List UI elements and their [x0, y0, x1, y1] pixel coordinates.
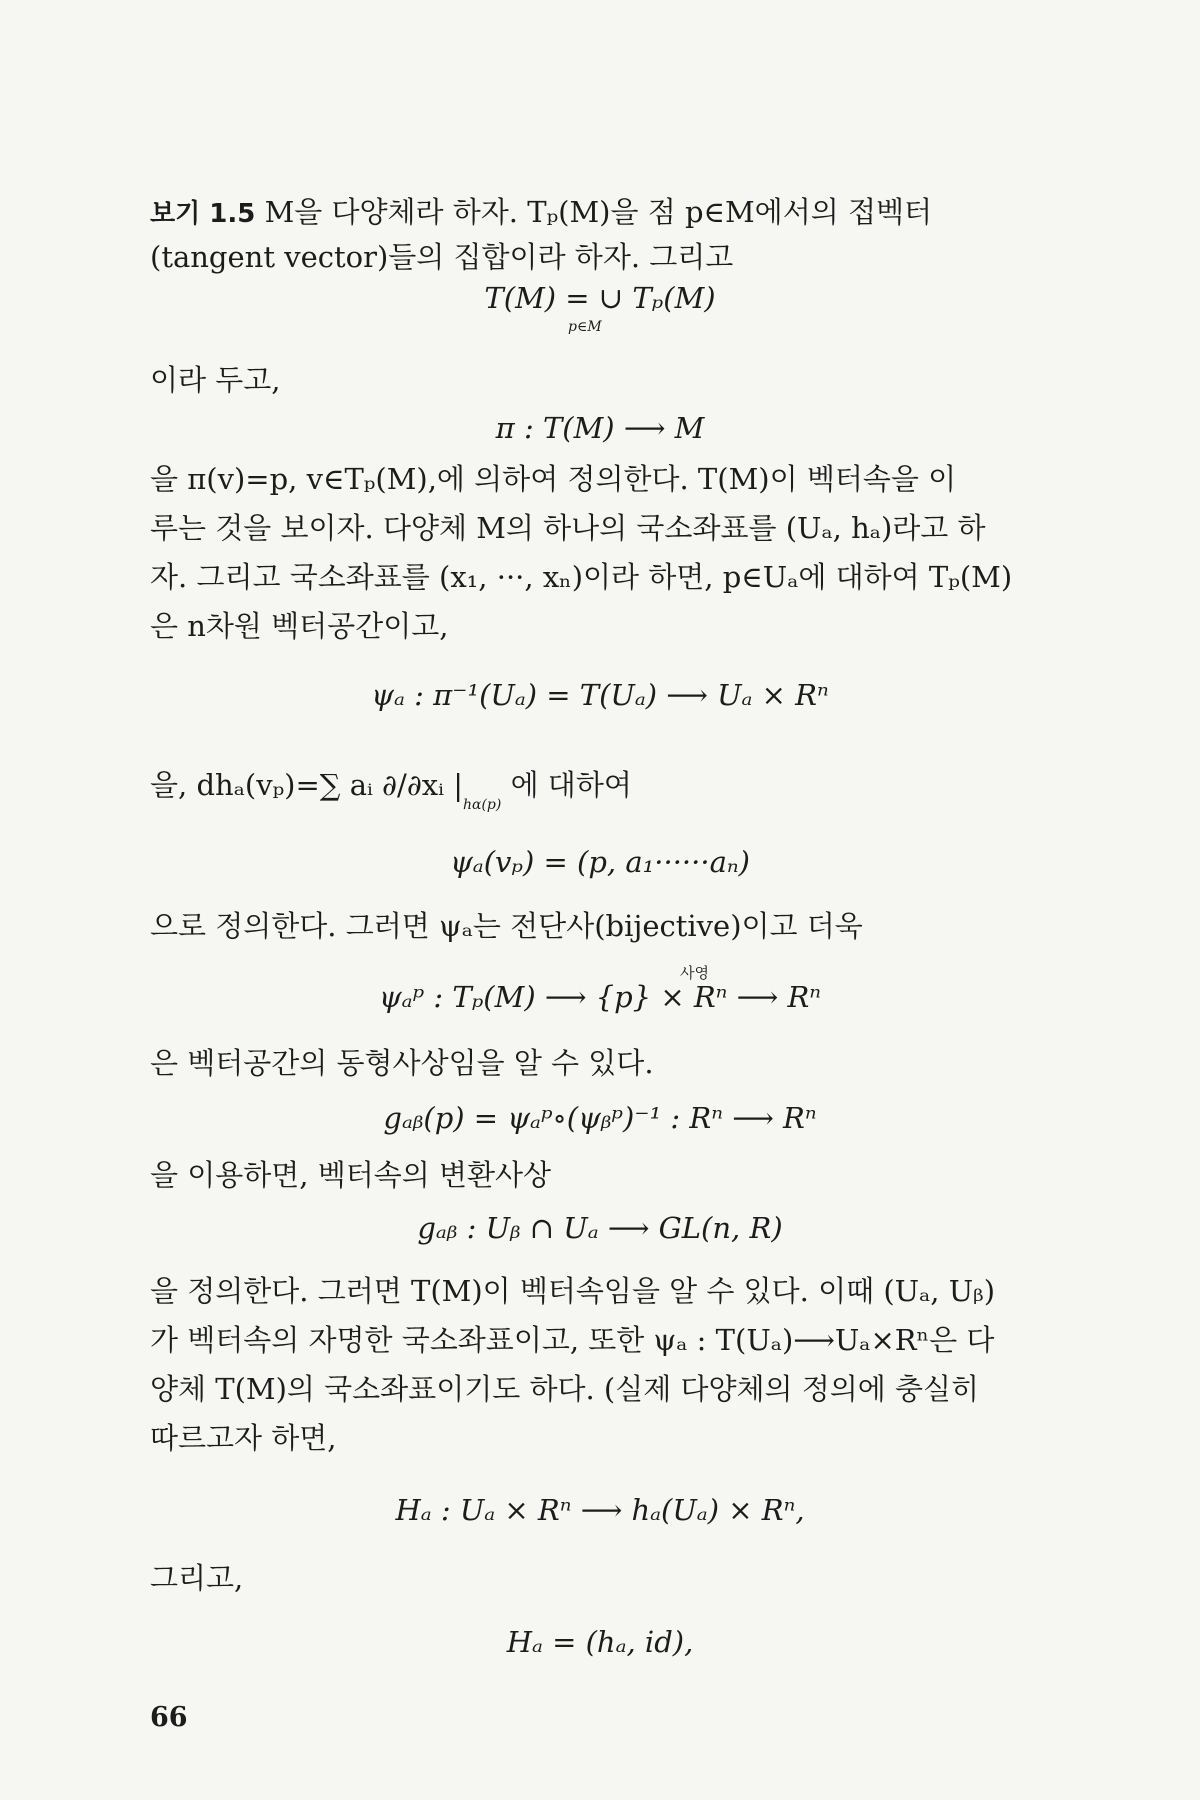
example-line-1 — [150, 192, 932, 234]
arrow-label: 사영 — [680, 964, 709, 982]
equation-chart-map: Hₐ : Uₐ × Rⁿ ⟶ hₐ(Uₐ) × Rⁿ, — [395, 1493, 805, 1527]
equation-subscript: p∈M — [568, 319, 602, 335]
text-line: 을 π(v)=p, v∈Tₚ(M),에 의하여 정의한다. T(M)이 벡터속을 이 — [150, 462, 957, 496]
text-line: 으로 정의한다. 그러면 ψₐ는 전단사(bijective)이고 더욱 — [150, 909, 863, 943]
example-label: 보기 1.5 — [150, 199, 256, 229]
equation-fiber-map: ψₐᵖ : Tₚ(M) ⟶ {p} × Rⁿ ⟶ Rⁿ — [378, 980, 822, 1014]
text-line: 은 n차원 벡터공간이고, — [150, 609, 449, 643]
page-number: 66 — [150, 1702, 188, 1733]
text-line: 루는 것을 보이자. 다양체 M의 하나의 국소좌표를 (Uₐ, hₐ)라고 하 — [150, 511, 986, 545]
evaluation-subscript: hα(p) — [463, 797, 502, 813]
text-line: 그리고, — [150, 1561, 244, 1595]
equation-local-trivialization: ψₐ : π⁻¹(Uₐ) = T(Uₐ) ⟶ Uₐ × Rⁿ — [371, 678, 829, 712]
text-line: 따르고자 하면, — [150, 1421, 337, 1455]
equation-chart-pair: Hₐ = (hₐ, id), — [506, 1625, 694, 1659]
equation-psi-value: ψₐ(vₚ) = (p, a₁······aₙ) — [450, 845, 750, 879]
equation-projection: π : T(M) ⟶ M — [495, 411, 705, 445]
equation-tangent-bundle: T(M) = ∪ Tₚ(M) — [484, 281, 716, 315]
text-line: 가 벡터속의 자명한 국소좌표이고, 또한 ψₐ : T(Uₐ)⟶Uₐ×Rⁿ은 다 — [150, 1323, 995, 1357]
text-line: 양체 T(M)의 국소좌표이기도 하다. (실제 다양체의 정의에 충실히 — [150, 1372, 980, 1406]
text-line: M을 다양체라 하자. Tₚ(M)을 점 p∈M에서의 접벡터 — [264, 195, 932, 229]
text-line: 에 대하여 — [510, 768, 632, 802]
text-line: 을 정의한다. 그러면 T(M)이 벡터속임을 알 수 있다. 이때 (Uₐ, Uᵦ) — [150, 1274, 996, 1308]
text-line: 을 이용하면, 벡터속의 변환사상 — [150, 1158, 552, 1192]
text-line: 자. 그리고 국소좌표를 (x₁, ···, xₙ)이라 하면, p∈Uₐ에 대하여 Tₚ(M) — [150, 560, 1013, 594]
text-line: 이라 두고, — [150, 363, 281, 397]
equation-transition-map: gₐᵦ : Uᵦ ∩ Uₐ ⟶ GL(n, R) — [417, 1211, 783, 1245]
text-line: (tangent vector)들의 집합이라 하자. 그리고 — [150, 240, 734, 274]
derivative-line — [150, 765, 632, 825]
text-line: 을, dhₐ(vₚ)=∑ aᵢ ∂/∂xᵢ | — [150, 768, 463, 802]
text-line: 은 벡터공간의 동형사상임을 알 수 있다. — [150, 1046, 654, 1080]
equation-transition: gₐᵦ(p) = ψₐᵖ∘(ψᵦᵖ)⁻¹ : Rⁿ ⟶ Rⁿ — [383, 1101, 817, 1135]
